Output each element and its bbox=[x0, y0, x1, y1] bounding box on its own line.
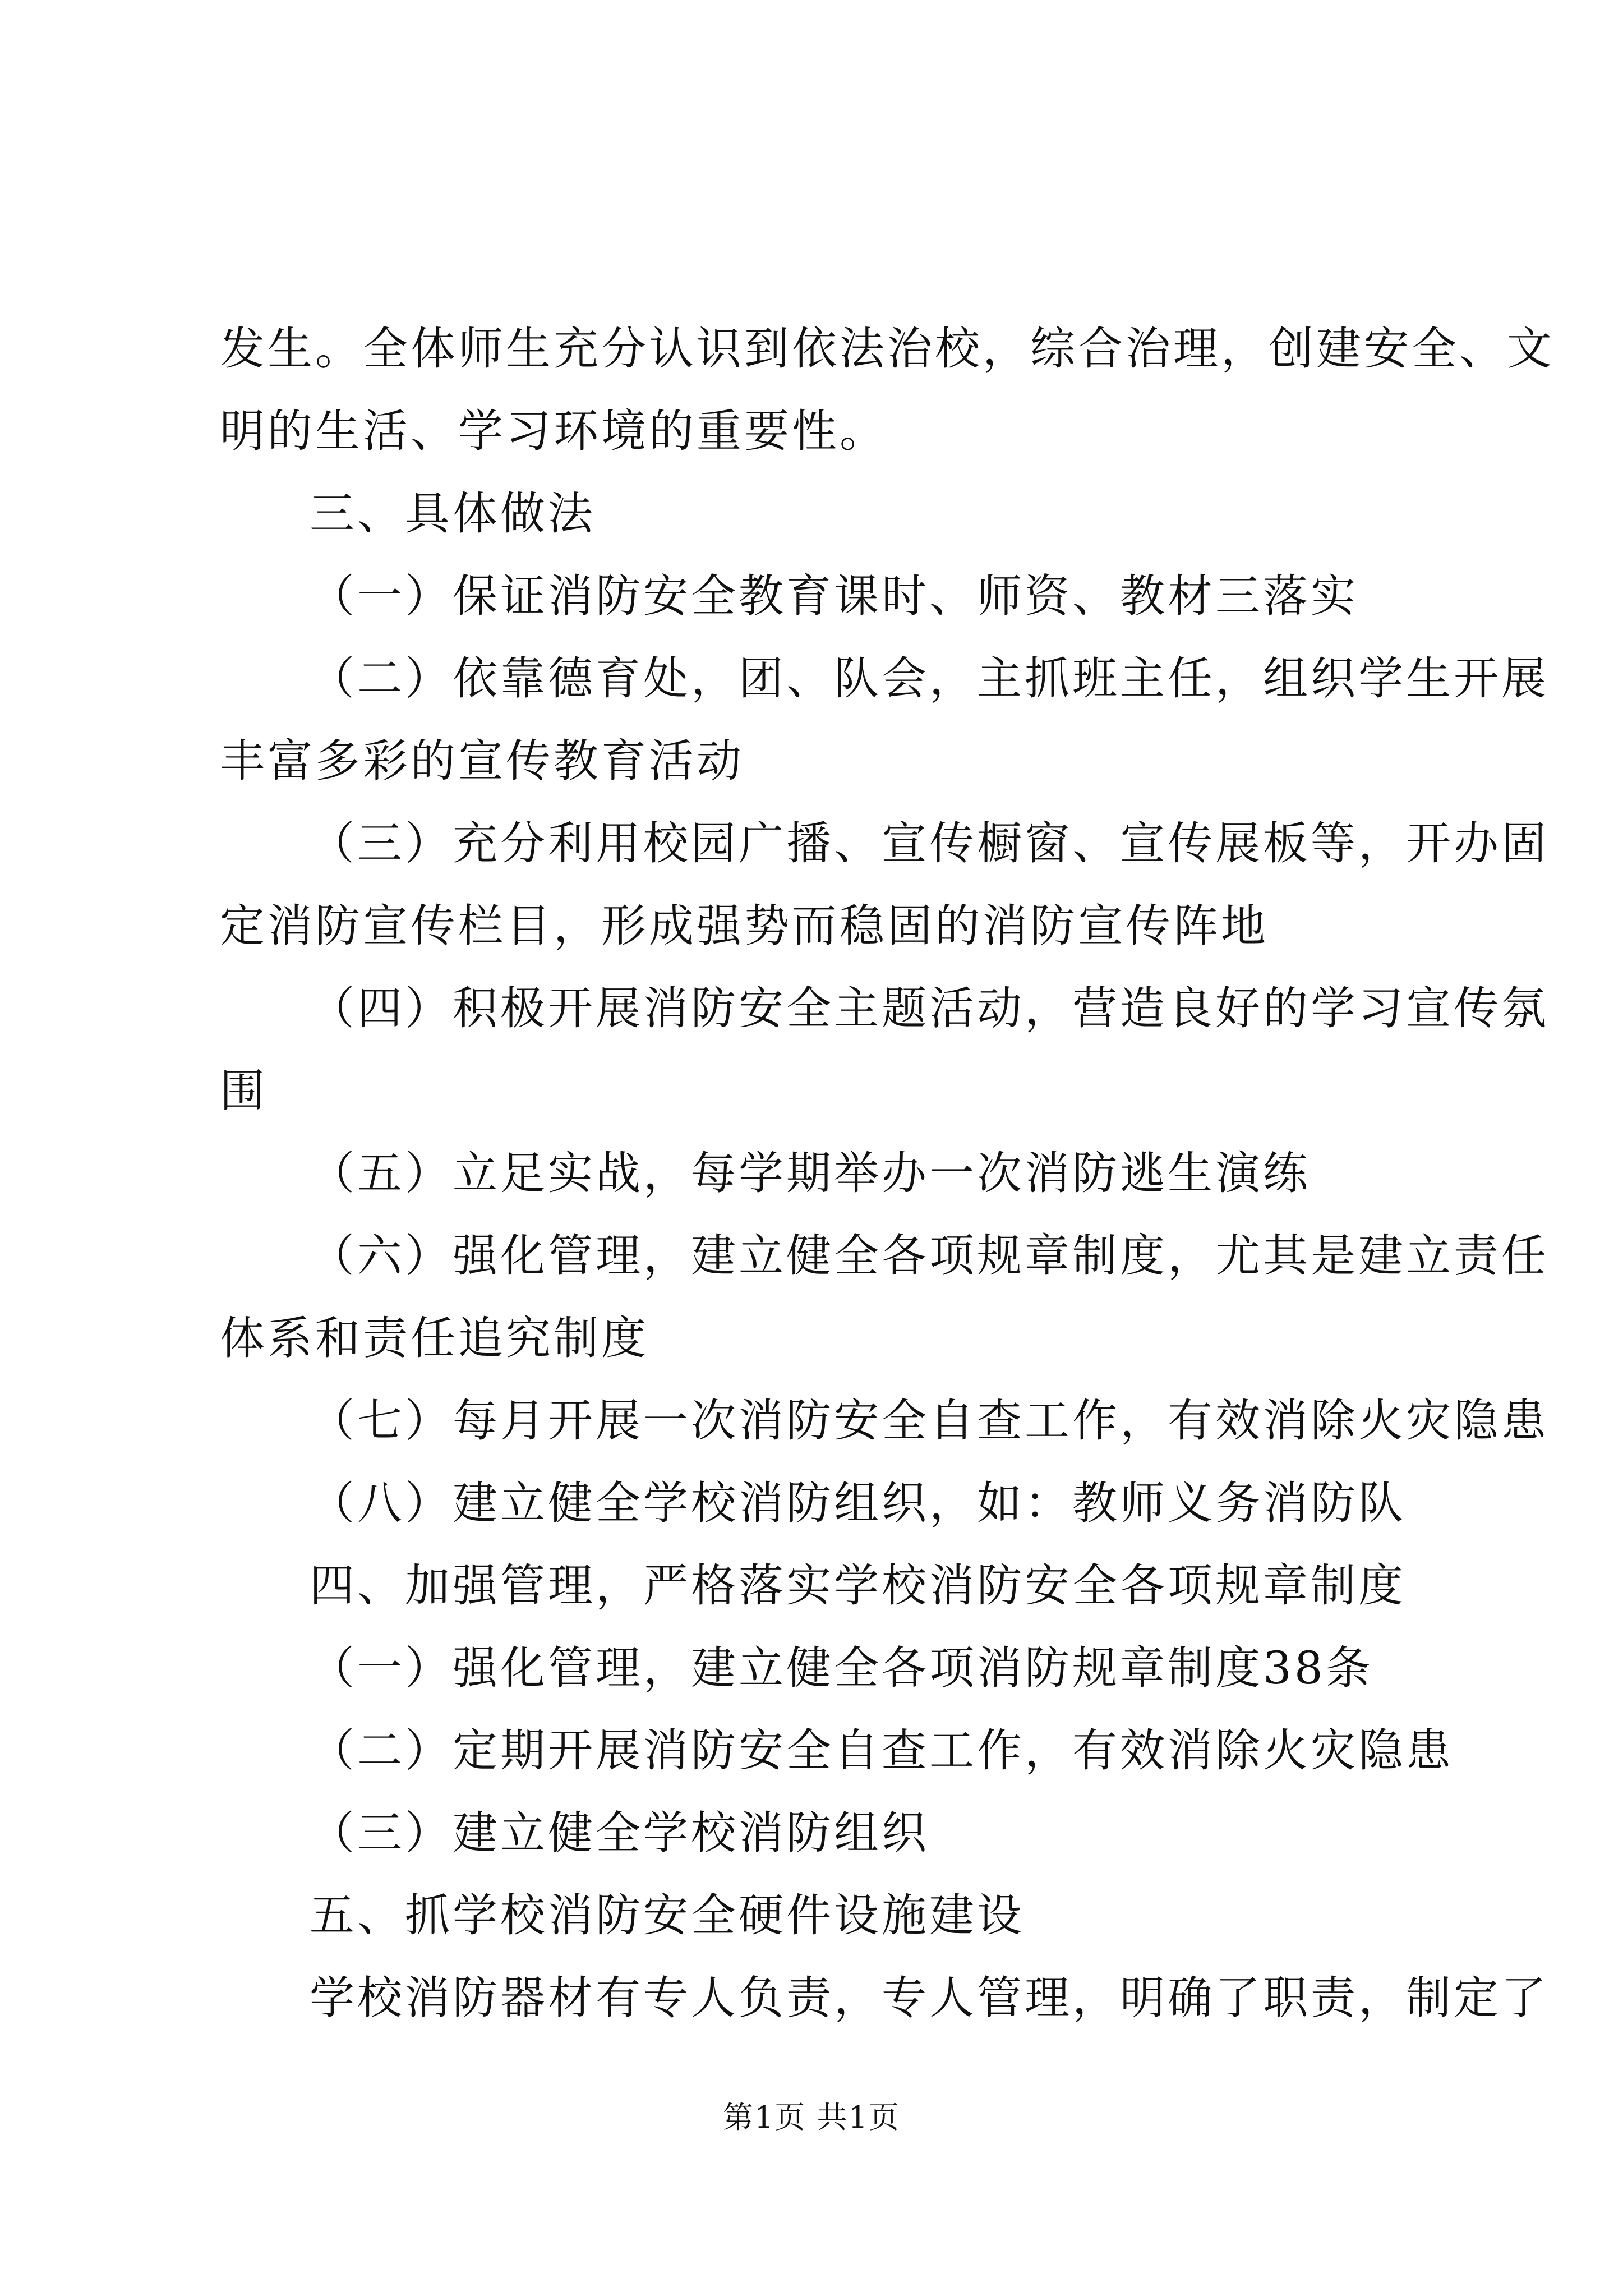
list-item: （二）依靠德育处，团、队会，主抓班主任，组织学生开展 bbox=[310, 652, 1549, 705]
list-item: （七）每月开展一次消防安全自查工作，有效消除火灾隐患 bbox=[310, 1395, 1549, 1447]
page-number-label: 第1页 共1页 bbox=[723, 2100, 900, 2135]
list-item: （五）立足实战，每学期举办一次消防逃生演练 bbox=[310, 1147, 1311, 1199]
list-item: （三）建立健全学校消防组织 bbox=[310, 1807, 929, 1859]
list-item: （一）强化管理，建立健全各项消防规章制度38条 bbox=[310, 1642, 1373, 1694]
section-heading: 三、具体做法 bbox=[310, 487, 596, 540]
text-line: 明的生活、学习环境的重要性。 bbox=[220, 405, 887, 457]
text-line: 围 bbox=[220, 1065, 268, 1117]
text-line: 体系和责任追究制度 bbox=[220, 1312, 649, 1364]
list-item: （二）定期开展消防安全自查工作，有效消除火灾隐患 bbox=[310, 1724, 1454, 1777]
text-line: 学校消防器材有专人负责，专人管理，明确了职责，制定了 bbox=[310, 1972, 1549, 2024]
document-body bbox=[220, 307, 1555, 2039]
text-line: 丰富多彩的宣传教育活动 bbox=[220, 735, 744, 787]
page-footer bbox=[0, 2095, 1623, 2140]
list-item: （四）积极开展消防安全主题活动，营造良好的学习宣传氛 bbox=[310, 982, 1549, 1034]
list-item: （三）充分利用校园广播、宣传橱窗、宣传展板等，开办固 bbox=[310, 817, 1549, 869]
section-heading: 四、加强管理，严格落实学校消防安全各项规章制度 bbox=[310, 1559, 1406, 1612]
list-item: （八）建立健全学校消防组织，如：教师义务消防队 bbox=[310, 1477, 1406, 1529]
section-heading: 五、抓学校消防安全硬件设施建设 bbox=[310, 1889, 1025, 1941]
list-item: （六）强化管理，建立健全各项规章制度，尤其是建立责任 bbox=[310, 1230, 1549, 1282]
text-line: 定消防宣传栏目，形成强势而稳固的消防宣传阵地 bbox=[220, 900, 1269, 952]
text-line: 发生。全体师生充分认识到依法治校，综合治理，创建安全、文 bbox=[220, 323, 1555, 375]
list-item: （一）保证消防安全教育课时、师资、教材三落实 bbox=[310, 570, 1358, 622]
